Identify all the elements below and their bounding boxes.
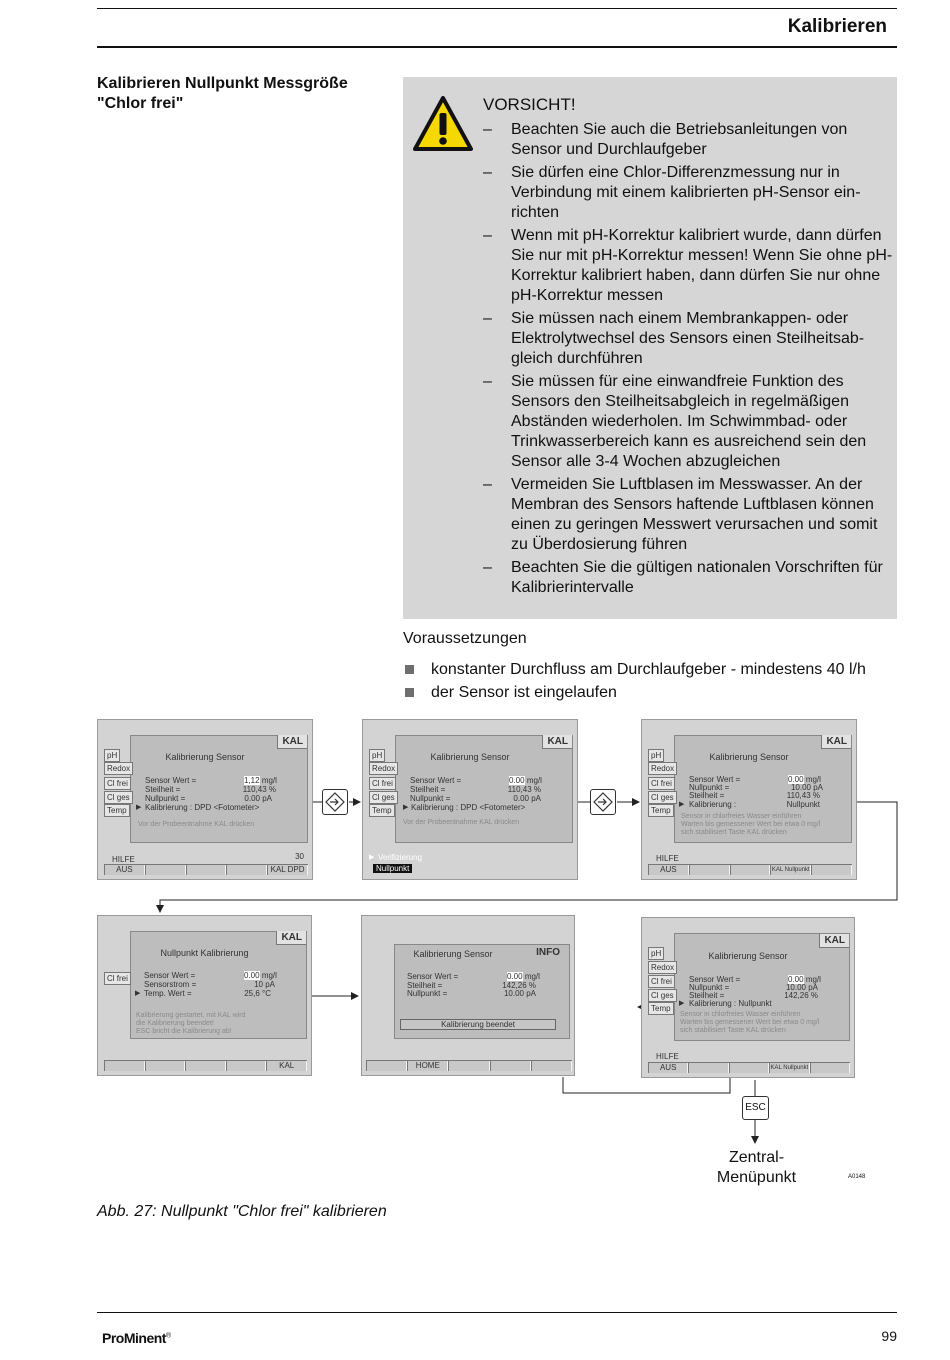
row-label: Sensor Wert = [689,975,741,984]
side-tab-cl-ges[interactable]: Cl ges [369,791,398,804]
row-value: 0.00 mg/l [788,975,821,984]
row-label: Sensor Wert = [689,775,741,784]
screen-calibration-menu [362,719,578,880]
side-tab-cl-frei[interactable]: Cl frei [648,777,675,790]
screen-tag: KAL [277,735,307,749]
row-value: 1,12 mg/l [244,776,277,785]
side-tab-ph[interactable]: pH [104,749,120,762]
screen-title: Kalibrierung Sensor [165,752,245,762]
screen-title: Nullpunkt Kalibrierung [160,948,249,958]
row-value: 142,26 % [784,991,818,1000]
screen-tag: KAL [819,934,849,948]
row-label: Sensor Wert = [410,776,462,785]
side-tab-temp[interactable]: Temp [104,804,130,817]
side-tab-cl-ges[interactable]: Cl ges [648,989,677,1002]
row-value: 10.00 pA [503,989,536,998]
softkey-empty[interactable] [811,865,852,875]
screen-zero-point-running [97,915,312,1076]
hint-text: Warten bis gemessener Wert bei etwa 0 mg/l [680,1019,820,1026]
enter-key-icon [322,789,348,815]
warning-heading: VORSICHT! [483,95,576,114]
row-value: 0.00 pA [244,794,272,803]
side-tab-redox[interactable]: Redox [369,762,398,775]
softkey-empty[interactable] [730,865,771,875]
section-title: Kalibrieren Nullpunkt Messgröße "Chlor frei" [97,75,348,112]
help-label: HILFE [112,855,135,864]
hint-text: die Kalibrierung beendet! [136,1020,214,1027]
row-value: 25,6 °C [244,989,271,998]
screen-zero-point-instructions [641,719,857,880]
row-label: Steilheit = [407,981,443,990]
esc-key: ESC [742,1096,769,1120]
side-tab-cl-frei[interactable]: Cl frei [104,777,131,790]
softkey-empty[interactable] [490,1061,531,1071]
help-label: HILFE [656,854,679,863]
warning-item: – Sie müssen für eine einwandfreie Funktion des Sensors den Steilheitsabgleich in regelmäßigen Abständen wiederholen. Im Schwimmbad- oder Trinkwasserbereich kann es ausreichend sein den Sensor alle 3-4 Wochen abzugleichen [483,372,893,472]
menu-item-nullpunkt[interactable]: Nullpunkt [373,864,412,873]
flow-target: Zentral- Menüpunkt [716,1149,797,1186]
softkey-home[interactable]: HOME [407,1061,448,1071]
row-label: Kalibrierung : [689,800,737,809]
selector-arrow-icon: ▶ [136,804,142,811]
screen-calibration-finished [361,915,575,1076]
hint-text: sich stabilisiert Taste KAL drücken [681,829,787,836]
hint-text: sich stabilisiert Taste KAL drücken [680,1027,786,1034]
warning-item: – Sie dürfen eine Chlor-Differenzmessung nur in Verbindung mit einem kalibrierten pH-Sensor einrichten [483,163,893,223]
row-value: 0.00 mg/l [509,776,542,785]
row-value: 10.00 pA [785,983,818,992]
side-tab-cl-frei[interactable]: Cl frei [648,975,675,988]
row-label: Sensor Wert = [407,972,459,981]
softkey-bar [366,1060,572,1071]
row-label: Kalibrierung : DPD <Fotometer> [145,803,260,812]
screen-tag: KAL [542,735,572,749]
hint-text: Sensor in chlorfreies Wasser einführen [681,813,802,820]
softkey-empty[interactable] [448,1061,489,1071]
row-label: Kalibrierung : DPD <Fotometer> [411,803,526,812]
screen-tag: KAL [821,735,851,749]
calibration-finished-button[interactable]: Kalibrierung beendet [400,1019,556,1030]
warning-item: – Wenn mit pH-Korrektur kalibriert wurde, dann dürfen Sie nur mit pH-Korrektur messen! Wenn Sie ohne pH-Korrektur kalibriert haben, dann dürfen Sie nur ohne pH-Korrektur messen [483,226,893,306]
row-label: Steilheit = [145,785,181,794]
screen-title: Kalibrierung Sensor [413,949,493,959]
row-label: Steilheit = [410,785,446,794]
row-label: Sensorstrom = [144,980,197,989]
row-label: Steilheit = [689,791,725,800]
softkey-empty[interactable] [145,865,186,875]
softkey-empty[interactable] [688,1063,728,1073]
softkey-empty[interactable] [186,865,227,875]
header-title: Kalibrieren [787,16,887,37]
figure-caption: Abb. 27: Nullpunkt "Chlor frei" kalibrieren [97,1203,387,1220]
row-value: 0.00 mg/l [507,972,540,981]
row-label: Nullpunkt = [145,794,186,803]
row-value: Nullpunkt [786,800,820,809]
hint-text: ESC bricht die Kalibrierung ab! [136,1028,232,1035]
menu-arrow-icon: ▶ [369,854,375,861]
requirements-heading: Voraussetzungen [403,630,527,647]
figure-reference: A0148 [848,1174,866,1180]
selector-arrow-icon: ▶ [135,990,141,997]
side-tab-ph[interactable]: pH [369,749,385,762]
selector-arrow-icon: ▶ [679,1000,685,1007]
softkey-bar [104,864,308,875]
softkey-aus[interactable]: AUS [648,865,689,875]
row-label: Sensor Wert = [145,776,197,785]
warning-item: – Sie müssen nach einem Membrankappen- oder Elektrolytwechsel des Sensors einen Steilheitsabgleich durchführen [483,309,893,369]
warning-item: – Vermeiden Sie Luftblasen im Messwasser. An der Membran des Sensors haftende Luftblasen können einen zu geringen Messwert verursachen und somit zu Überdosierung führen [483,475,893,555]
softkey-empty[interactable] [366,1061,407,1071]
row-value: 110,43 % [786,791,820,800]
side-tab-redox[interactable]: Redox [104,762,133,775]
screen-tag: KAL [276,931,306,945]
softkey-empty[interactable] [185,1061,226,1071]
softkey-empty[interactable] [226,865,267,875]
side-tab-cl-ges[interactable]: Cl ges [104,791,133,804]
screen-calibration-result [641,917,855,1078]
page-number: 99 [881,1328,897,1344]
selector-arrow-icon: ▶ [679,801,685,808]
enter-key-icon [590,789,616,815]
hint-text: Warten bis gemessener Wert bei etwa 0 mg/l [681,821,821,828]
row-label: Temp. Wert = [144,989,192,998]
row-value: 142,26 % [502,981,536,990]
softkey-bar [648,1062,850,1073]
softkey-aus[interactable]: AUS [648,1063,688,1073]
selector-arrow-icon: ▶ [403,804,409,811]
row-label: Nullpunkt = [689,983,730,992]
menu-item-verifizierung[interactable]: Verifizierung [378,853,423,862]
softkey-empty[interactable] [145,1061,186,1071]
row-label: Sensor Wert = [144,971,196,980]
hint-text: Sensor in chlorfreies Wasser einführen [680,1011,801,1018]
softkey-empty[interactable] [689,865,730,875]
row-value: 10 pA [254,980,275,989]
hint-text: Vor der Probeentnahme KAL drücken [138,821,255,828]
side-tab-ph[interactable]: pH [648,947,664,960]
screen-title: Kalibrierung Sensor [709,752,789,762]
side-tab-redox[interactable]: Redox [648,762,677,775]
hint-text: Vor der Probeentnahme KAL drücken [403,819,520,826]
screen-calibration-start [97,719,313,880]
screen-title: Kalibrierung Sensor [708,951,788,961]
requirement-item: konstanter Durchfluss am Durchlaufgeber - mindestens 40 l/h [403,660,866,680]
softkey-empty[interactable] [810,1063,850,1073]
warning-item: – Beachten Sie auch die Betriebsanleitungen von Sensor und Durchlaufgeber [483,120,893,160]
row-value: 110,43 % [507,785,541,794]
screen-title: Kalibrierung Sensor [430,752,510,762]
side-tab-temp[interactable]: Temp [369,804,395,817]
side-tab-cl-frei[interactable]: Cl frei [104,972,131,985]
side-tab-cl-ges[interactable]: Cl ges [648,791,677,804]
row-label: Nullpunkt = [407,989,448,998]
softkey-empty[interactable] [729,1063,769,1073]
brand-logo: ProMinent® [102,1330,171,1346]
hint-text: Kalibrierung gestartet, mit KAL wird [136,1012,246,1019]
row-value: 110,43 % [242,785,276,794]
softkey-kal-nullpunkt[interactable]: KAL Nullpunkt [771,867,810,873]
row-label: Nullpunkt = [689,783,730,792]
row-value: 0.00 mg/l [788,775,821,784]
softkey-bar [104,1060,307,1071]
row-value: 0.00 mg/l [244,971,277,980]
row-value: 10.00 pA [790,783,823,792]
row-label: Kalibrierung : Nullpunkt [689,999,772,1008]
softkey-kal-nullpunkt[interactable]: KAL Nullpunkt [770,1065,809,1071]
softkey-aus[interactable]: AUS [104,865,145,875]
help-label: HILFE [656,1052,679,1061]
softkey-kal[interactable]: KAL [266,1061,307,1071]
softkey-empty[interactable] [531,1061,572,1071]
screen-tag: INFO [536,947,560,958]
softkey-kal-dpd[interactable]: KAL DPD [267,865,308,875]
requirement-item: der Sensor ist eingelaufen [403,683,866,703]
side-tab-temp[interactable]: Temp [648,1002,674,1015]
warning-item: – Beachten Sie die gültigen nationalen Vorschriften für Kalibrierintervalle [483,558,893,598]
row-label: Nullpunkt = [410,794,451,803]
footer-rule [97,1312,897,1313]
row-value: 0.00 pA [513,794,541,803]
softkey-empty[interactable] [226,1061,267,1071]
side-tab-ph[interactable]: pH [648,749,664,762]
countdown: 30 [295,852,304,861]
side-tab-cl-frei[interactable]: Cl frei [369,777,396,790]
side-tab-temp[interactable]: Temp [648,804,674,817]
softkey-bar [648,864,852,875]
row-label: Steilheit = [689,991,725,1000]
side-tab-redox[interactable]: Redox [648,961,677,974]
softkey-empty[interactable] [104,1061,145,1071]
